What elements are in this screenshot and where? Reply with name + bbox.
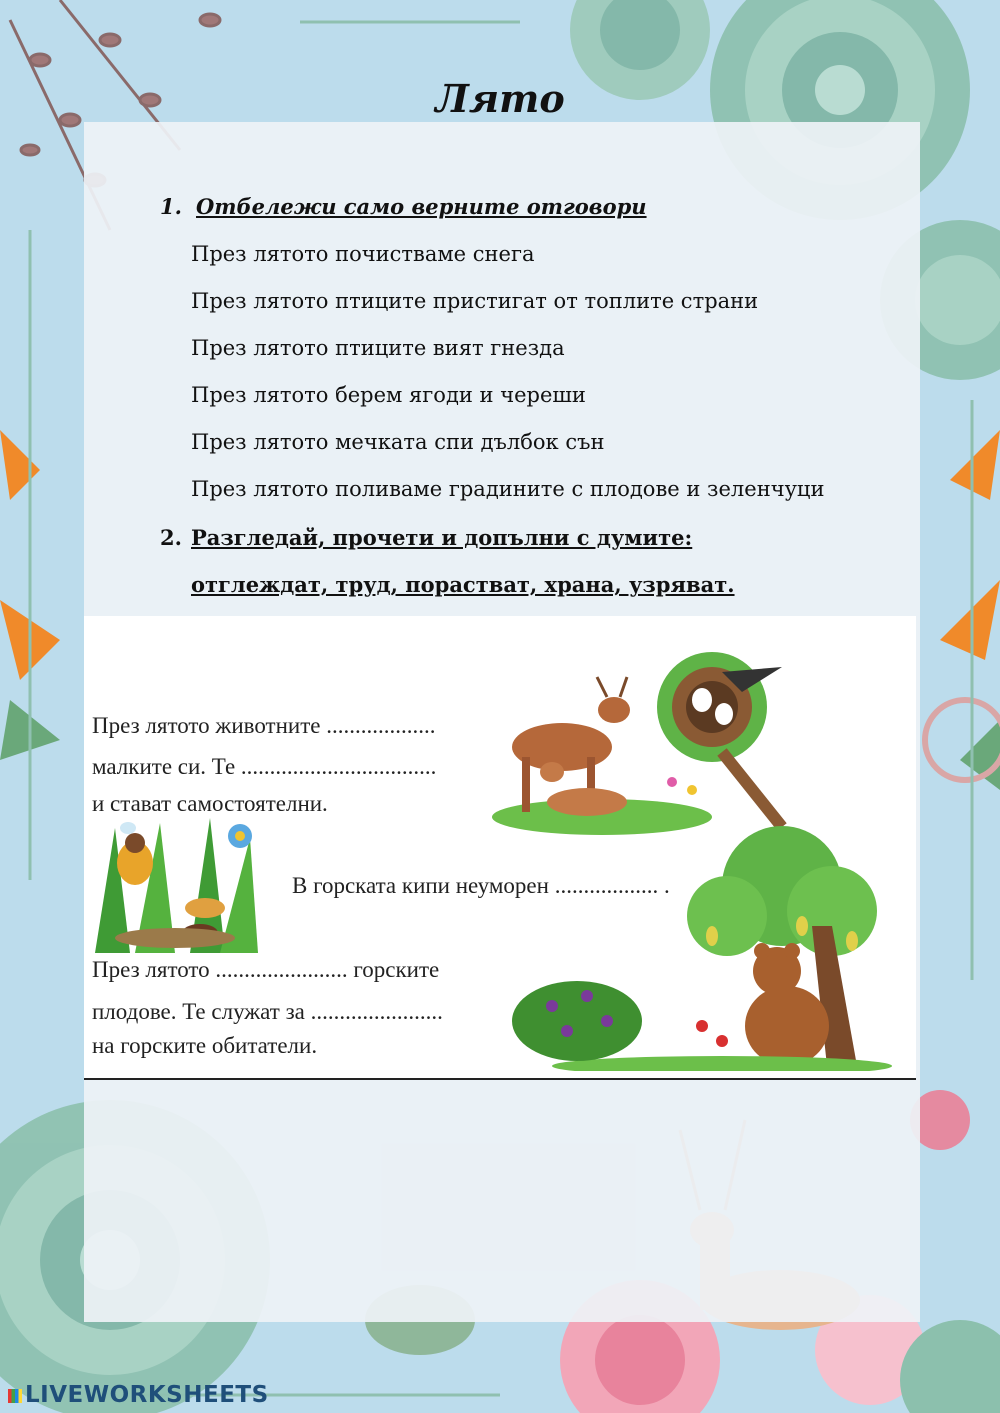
word-bank: отглеждат, труд, порастват, храна, узряват.	[191, 572, 735, 597]
task-1-text: Отбележи само верните отговори	[196, 194, 647, 219]
statement-3[interactable]: През лятото птиците вият гнезда	[191, 336, 565, 360]
bee-ant-illustration	[90, 818, 260, 953]
statement-5[interactable]: През лятото мечката спи дълбок сън	[191, 430, 605, 454]
para3-line1[interactable]: През лятото ....................... горските	[92, 957, 440, 982]
worksheet-title: Лято	[435, 76, 565, 121]
task-1-heading	[160, 194, 647, 219]
task-2-number: 2.	[160, 525, 182, 550]
fill-in-exercise	[84, 616, 916, 1080]
bear-bush-illustration	[512, 826, 892, 1071]
liveworksheets-logo	[8, 1382, 269, 1408]
deer-nest-illustration	[492, 622, 792, 837]
task-1-number: 1.	[160, 194, 182, 219]
para1-line3: и стават самостоятелни.	[92, 791, 328, 816]
statement-2[interactable]: През лятото птиците пристигат от топлите страни	[191, 289, 759, 313]
statement-1[interactable]: През лятото почистваме снега	[191, 242, 535, 266]
logo-mark-icon	[8, 1389, 22, 1403]
para3-line2[interactable]: плодове. Те служат за .......................	[92, 999, 443, 1024]
para2-line[interactable]: В горската кипи неуморен .................. .	[292, 873, 670, 898]
statement-6[interactable]: През лятото поливаме градините с плодове и зеленчуци	[191, 477, 825, 501]
flower-right	[925, 430, 1000, 790]
para1-line1[interactable]: През лятото животните ...................	[92, 713, 436, 738]
logo-text: LIVEWORKSHEETS	[25, 1382, 269, 1408]
task-2-text: Разгледай, прочети и допълни с думите:	[191, 525, 693, 550]
statement-4[interactable]: През лятото берем ягоди и череши	[191, 383, 586, 407]
task-2-heading	[160, 525, 692, 550]
para3-line3: на горските обитатели.	[92, 1033, 318, 1058]
para1-line2[interactable]: малките си. Те ..................................	[92, 754, 437, 779]
